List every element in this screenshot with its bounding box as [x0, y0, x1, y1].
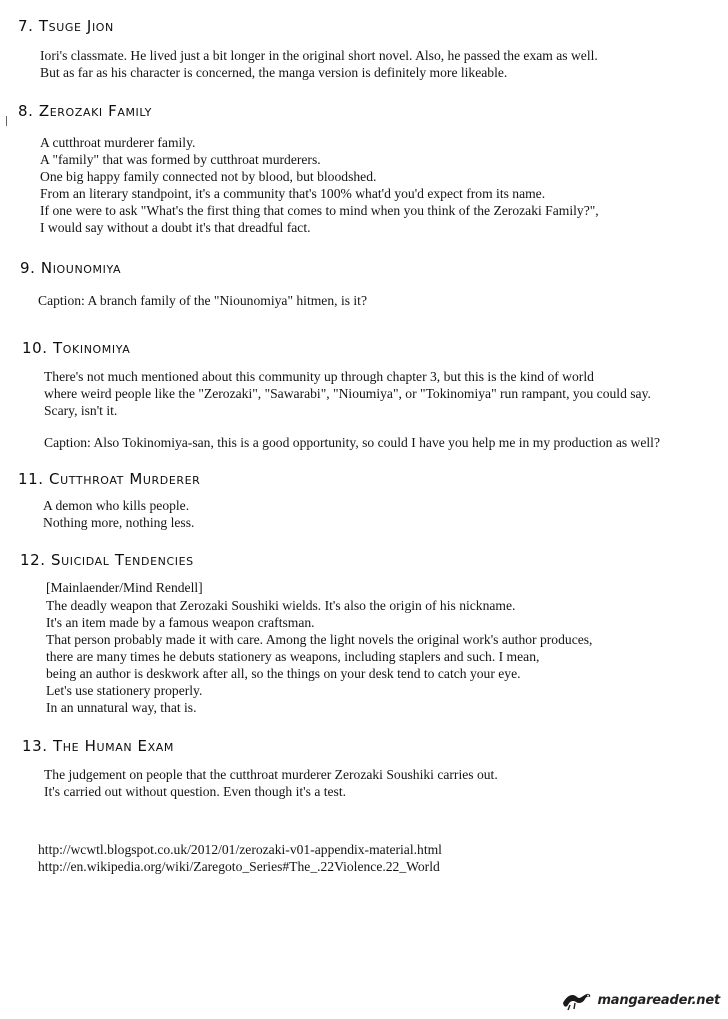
suicidal-tendencies-line-7: Let's use stationery properly. [46, 683, 203, 698]
source-link-2[interactable]: http://en.wikipedia.org/wiki/Zaregoto_Series#The_.22Violence.22_World [38, 859, 440, 874]
suicidal-tendencies-line-5: there are many times he debuts stationery as weapons, including staplers and such. I mean, [46, 649, 540, 664]
margin-mark [6, 116, 7, 126]
tokinomiya-caption: Caption: Also Tokinomiya-san, this is a good opportunity, so could I have you help me in my production as well? [44, 435, 660, 450]
zerozaki-family-line-6: I would say without a doubt it's that dreadful fact. [40, 220, 311, 235]
human-exam-line-2: It's carried out without question. Even though it's a test. [44, 784, 347, 799]
cutthroat-murderer-line-2: Nothing more, nothing less. [43, 515, 195, 530]
tokinomiya-line-2: where weird people like the "Zerozaki", "Sawarabi", "Nioumiya", or "Tokinomiya" run rampant, you could say. [44, 386, 651, 401]
suicidal-tendencies-line-2: The deadly weapon that Zerozaki Soushiki wields. It's also the origin of his nickname. [46, 598, 516, 613]
zerozaki-family-line-1: A cutthroat murderer family. [40, 135, 196, 150]
source-link-1[interactable]: http://wcwtl.blogspot.co.uk/2012/01/zerozaki-v01-appendix-material.html [38, 842, 442, 857]
zerozaki-family-line-4: From an literary standpoint, it's a community that's 100% what'd you'd expect from its name. [40, 186, 546, 201]
zerozaki-family-line-5: If one were to ask "What's the first thing that comes to mind when you think of the Zerozaki Family?", [40, 203, 599, 218]
suicidal-tendencies-line-4: That person probably made it with care. Among the light novels the original work's author produces, [46, 632, 593, 647]
watermark [561, 987, 720, 1013]
suicidal-tendencies-line-6: being an author is deskwork after all, so the things on your desk tend to catch your eye. [46, 666, 521, 681]
suicidal-tendencies-line-8: In an unnatural way, that is. [46, 700, 197, 715]
heading-niounomiya: 9. Niounomiya [20, 259, 122, 277]
zerozaki-family-line-3: One big happy family connected not by blood, but bloodshed. [40, 169, 377, 184]
heading-cutthroat-murderer: 11. Cutthroat Murderer [18, 470, 201, 488]
heading-human-exam: 13. The Human Exam [22, 737, 174, 755]
tokinomiya-line-1: There's not much mentioned about this community up through chapter 3, but this is the kind of world [44, 369, 594, 384]
tsuge-jion-line-2: But as far as his character is concerned, the manga version is definitely more likeable. [40, 65, 508, 80]
watermark-text: mangareader.net [597, 992, 720, 1008]
suicidal-tendencies-line-1: [Mainlaender/Mind Rendell] [46, 580, 203, 595]
human-exam-line-1: The judgement on people that the cutthroat murderer Zerozaki Soushiki carries out. [44, 767, 498, 782]
dragon-logo-icon [561, 989, 593, 1011]
heading-zerozaki-family: 8. Zerozaki Family [18, 102, 152, 120]
zerozaki-family-line-2: A "family" that was formed by cutthroat murderers. [40, 152, 321, 167]
heading-suicidal-tendencies: 12. Suicidal Tendencies [20, 551, 194, 569]
cutthroat-murderer-line-1: A demon who kills people. [43, 498, 190, 513]
heading-tokinomiya: 10. Tokinomiya [22, 339, 131, 357]
suicidal-tendencies-line-3: It's an item made by a famous weapon craftsman. [46, 615, 315, 630]
heading-tsuge-jion: 7. Tsuge Jion [18, 17, 114, 35]
tsuge-jion-line-1: Iori's classmate. He lived just a bit longer in the original short novel. Also, he passed the exam as well. [40, 48, 598, 63]
niounomiya-caption: Caption: A branch family of the "Niounomiya" hitmen, is it? [38, 293, 367, 308]
tokinomiya-line-3: Scary, isn't it. [44, 403, 118, 418]
